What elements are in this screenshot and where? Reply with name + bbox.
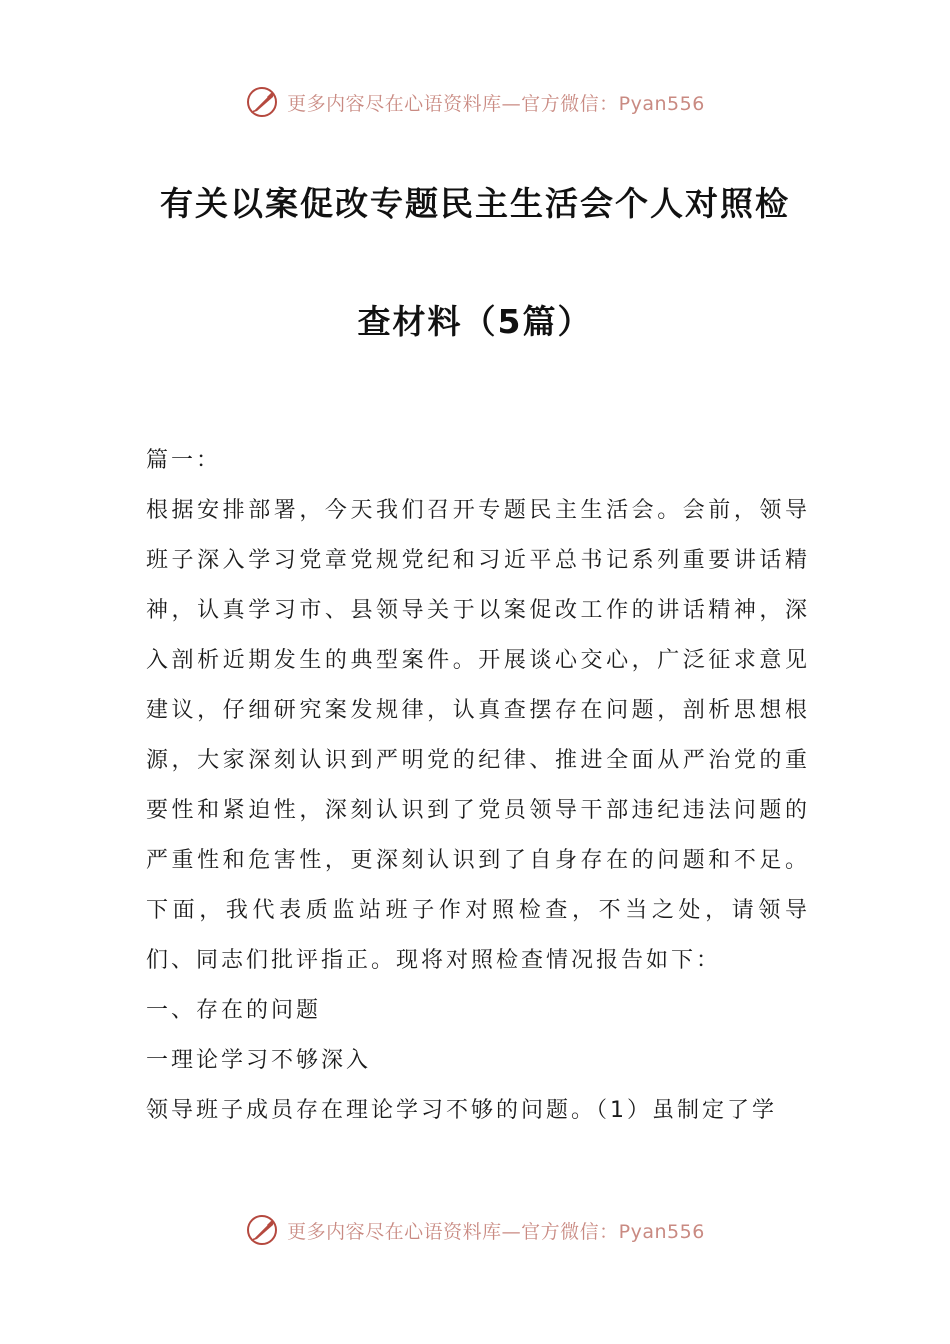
header-watermark	[0, 82, 950, 122]
section-heading: 一、存在的问题	[146, 998, 322, 1023]
quill-logo-icon	[245, 85, 279, 119]
watermark-wechat-id: Pyan556	[618, 1220, 705, 1243]
body-paragraph-continued: 领导班子成员存在理论学习不够的问题。（1）虽制定了学	[146, 1098, 777, 1123]
document-title-line-1: 有关以案促改专题民主生活会个人对照检	[160, 184, 790, 223]
watermark-wechat-id: Pyan556	[618, 92, 705, 115]
body-paragraph: 根据安排部署，今天我们召开专题民主生活会。会前，领导班子深入学习党章党规党纪和习近平总书记系列重要讲话精神，认真学习市、县领导关于以案促改工作的讲话精神，深入剖析近期发生的典型案件。开展谈心交心，广泛征求意见建议，仔细研究案发规律，认真查摆存在问题，剖析思想根源，大家深刻认识到严明党的纪律、推进全面从严治党的重要性和紧迫性，深刻认识到了党员领导干部违纪违法问题的严重性和危害性，更深刻认识到了自身存在的问题和不足。下面，我代表质监站班子作对照检查，不当之处，请领导们、同志们批评指正。现将对照检查情况报告如下：	[146, 498, 810, 973]
document-title-line-2: 查材料（5篇）	[357, 302, 593, 341]
watermark-text	[287, 1217, 705, 1244]
footer-watermark	[0, 1210, 950, 1250]
subsection-heading: 一理论学习不够深入	[146, 1048, 372, 1073]
document-body	[146, 436, 810, 1136]
quill-logo-icon	[245, 1213, 279, 1247]
section-label: 篇一：	[146, 448, 222, 473]
watermark-label: 更多内容尽在心语资料库—官方微信：	[287, 92, 619, 115]
watermark-text	[287, 89, 705, 116]
watermark-label: 更多内容尽在心语资料库—官方微信：	[287, 1220, 619, 1243]
